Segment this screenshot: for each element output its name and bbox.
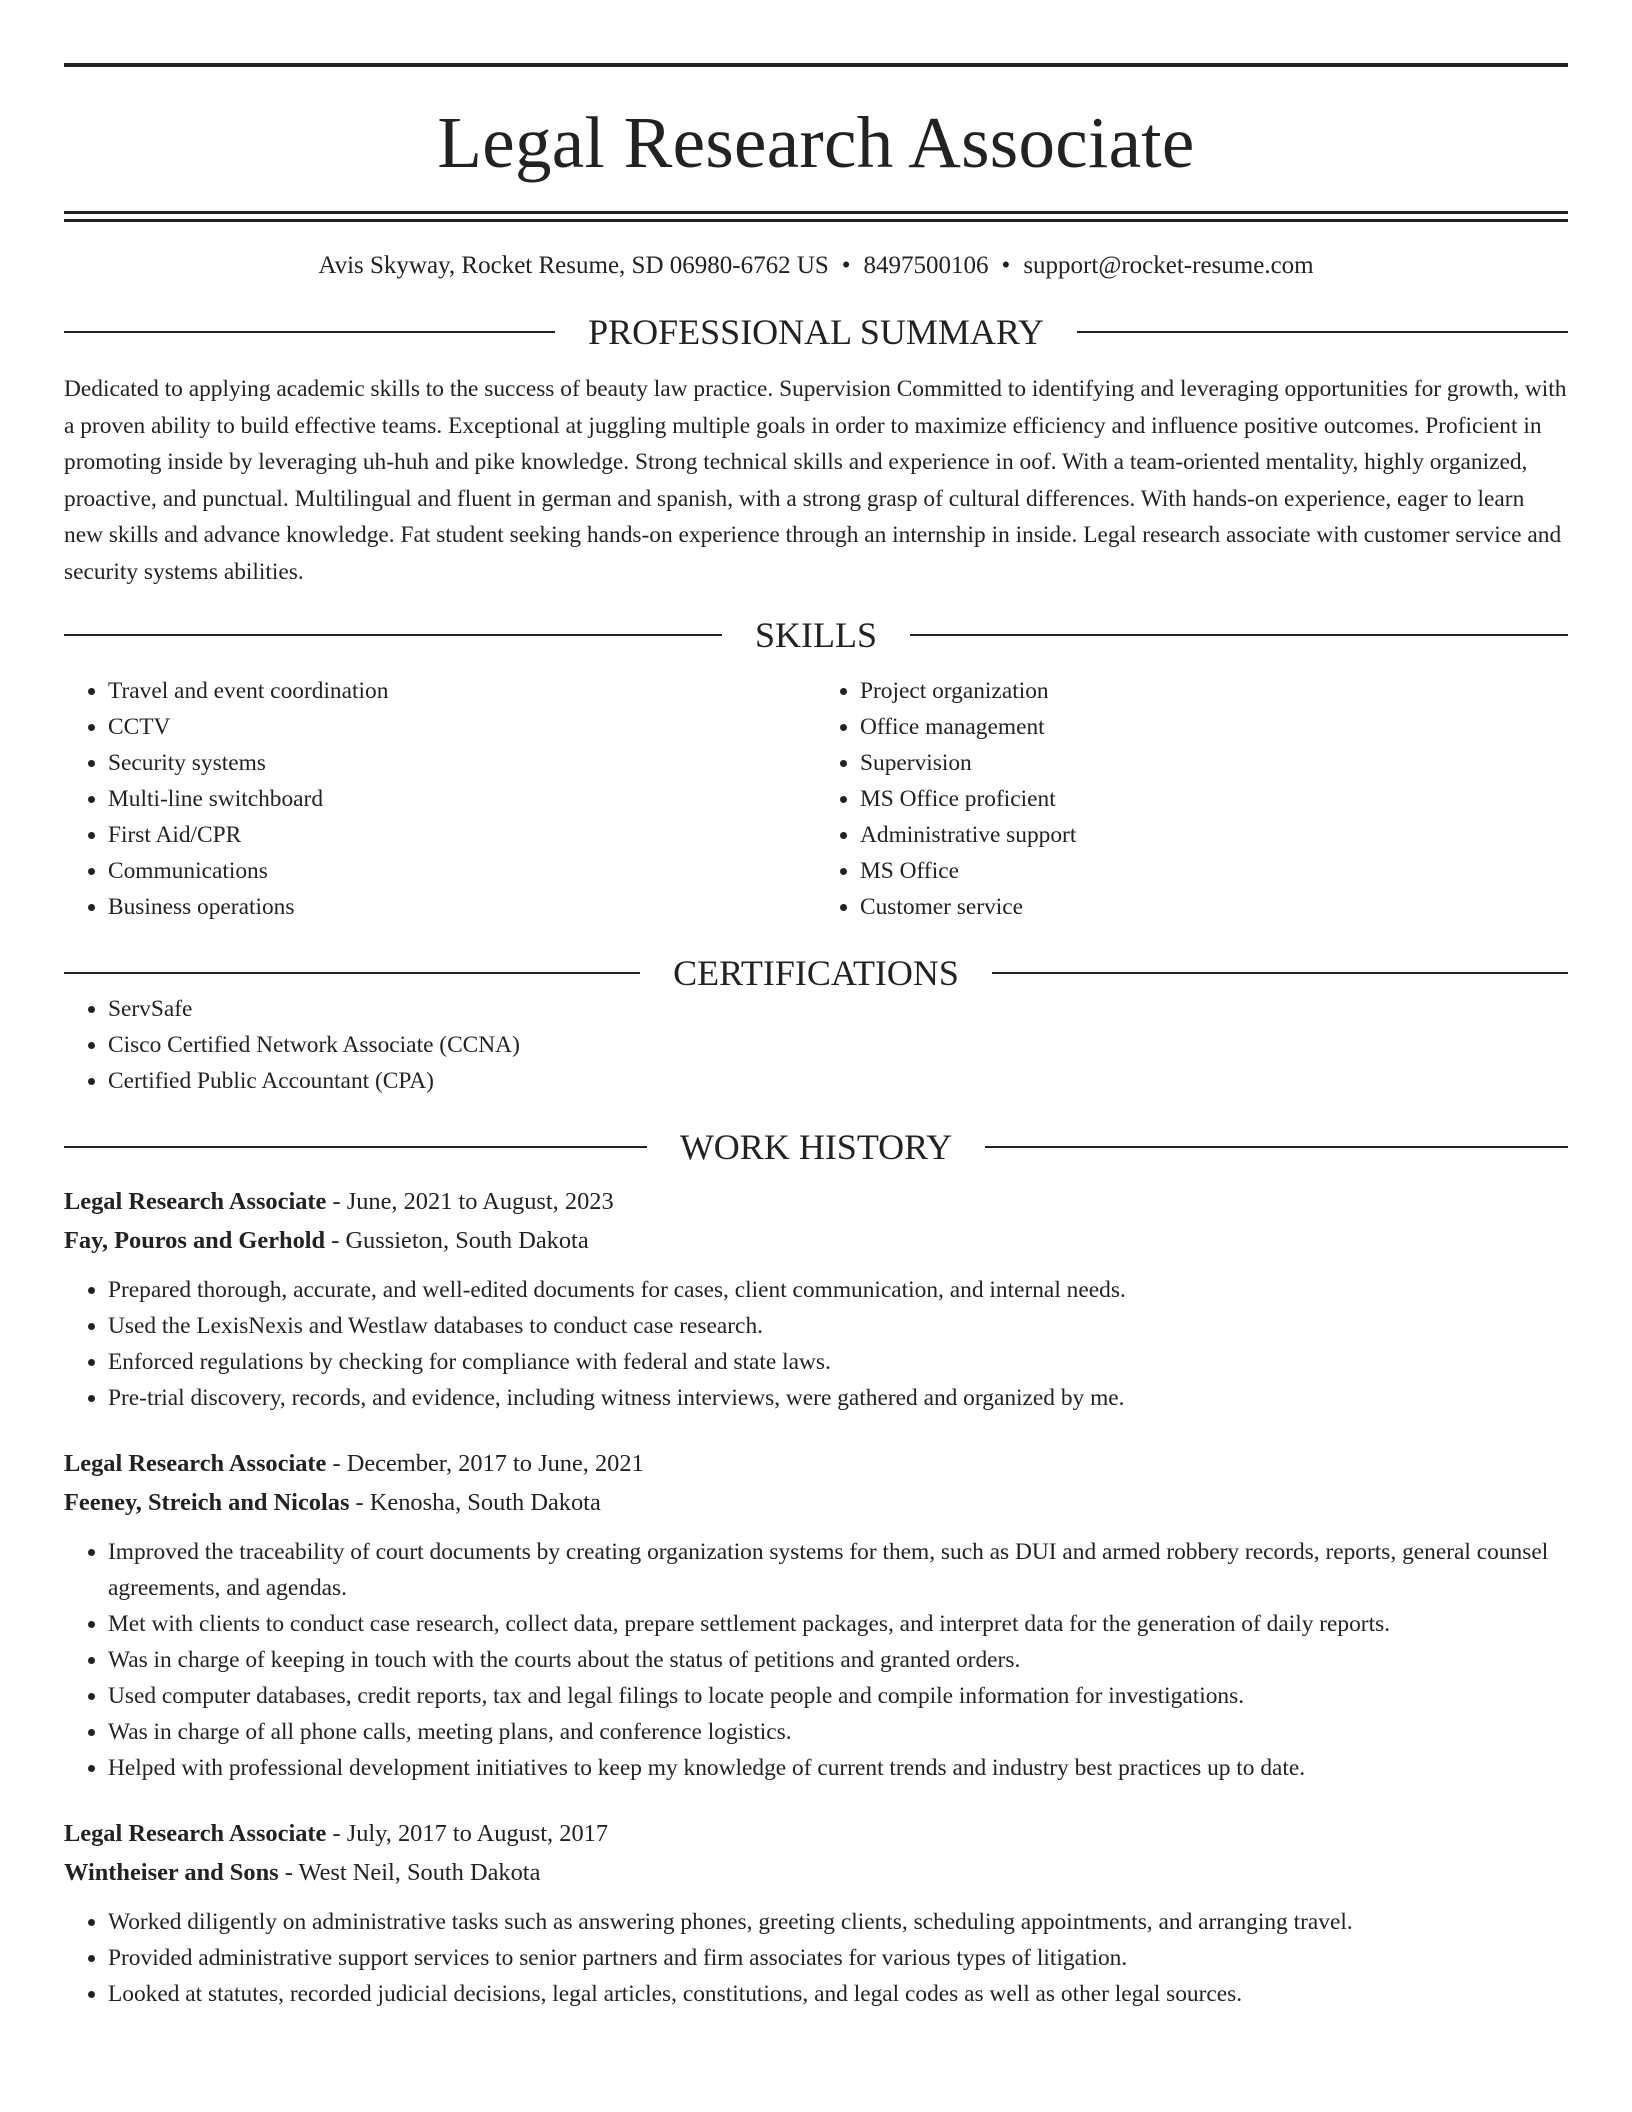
- job-dates: - December, 2017 to June, 2021: [326, 1450, 644, 1477]
- work-history-section-header: [64, 1129, 1568, 1165]
- list-item: • MS Office: [860, 853, 1568, 889]
- job-entry: [64, 1444, 1568, 1786]
- job-employer: Wintheiser and Sons: [64, 1859, 279, 1886]
- job-title-line: [64, 1444, 1568, 1483]
- job-employer-line: [64, 1483, 1568, 1522]
- list-item: • Improved the traceability of court documents by creating organization systems for them, such as DUI and armed robbery records, reports, general counsel agreements, and agendas.: [108, 1534, 1568, 1606]
- list-item: • Helped with professional development initiatives to keep my knowledge of current trends and industry best practices up to date.: [108, 1750, 1568, 1786]
- title-double-rule: [64, 211, 1568, 222]
- list-item: • Worked diligently on administrative tasks such as answering phones, greeting clients, scheduling appointments, and arranging travel.: [108, 1904, 1568, 1940]
- list-item: • First Aid/CPR: [108, 817, 816, 853]
- job-title-line: [64, 1182, 1568, 1221]
- certifications-list: [64, 991, 1568, 1099]
- list-item: • Pre-trial discovery, records, and evidence, including witness interviews, were gathered and organized by me.: [108, 1380, 1568, 1416]
- list-item: • Prepared thorough, accurate, and well-edited documents for cases, client communication, and internal needs.: [108, 1272, 1568, 1308]
- job-location: - West Neil, South Dakota: [278, 1859, 541, 1886]
- job-employer: Feeney, Streich and Nicolas: [64, 1489, 350, 1516]
- divider-line: [64, 972, 640, 974]
- contact-email[interactable]: support@rocket-resume.com: [1023, 252, 1314, 279]
- skills-column-left: [64, 673, 816, 925]
- job-location: - Kenosha, South Dakota: [349, 1489, 601, 1516]
- summary-text: Dedicated to applying academic skills to the success of beauty law practice. Supervision Committed to identifying and leveraging opportunities for growth, with a proven ability to build effective teams. Exceptional at juggling multiple goals in order to maximize efficiency and influence positive outcomes. Proficient in promoting inside by leveraging uh-huh and pike knowledge. Strong technical skills and experience in oof. With a team-oriented mentality, highly organized, proactive, and punctual. Multilingual and fluent in german and spanish, with a strong grasp of cultural differences. With hands-on experience, eager to learn new skills and advance knowledge. Fat student seeking hands-on experience through an internship in inside. Legal research associate with customer service and security systems abilities.: [64, 376, 1567, 585]
- divider-line: [985, 1146, 1568, 1148]
- job-title: Legal Research Associate: [64, 1450, 327, 1477]
- list-item: • Administrative support: [860, 817, 1568, 853]
- list-item: • Met with clients to conduct case research, collect data, prepare settlement packages, and interpret data for the generation of daily reports.: [108, 1606, 1568, 1642]
- list-item: • Supervision: [860, 745, 1568, 781]
- list-item: • Project organization: [860, 673, 1568, 709]
- skills-grid: [64, 673, 1568, 925]
- job-dates: - June, 2021 to August, 2023: [326, 1188, 614, 1215]
- summary-heading: PROFESSIONAL SUMMARY: [588, 312, 1044, 352]
- job-duties-list: [64, 1534, 1568, 1786]
- list-item: • MS Office proficient: [860, 781, 1568, 817]
- list-item: • Office management: [860, 709, 1568, 745]
- job-title: Legal Research Associate: [64, 1820, 327, 1847]
- contact-separator: •: [841, 252, 851, 279]
- summary-section-header: [64, 314, 1568, 350]
- list-item: • Used computer databases, credit reports, tax and legal filings to locate people and compile information for investigations.: [108, 1678, 1568, 1714]
- job-dates: - July, 2017 to August, 2017: [326, 1820, 609, 1847]
- job-entry: [64, 1814, 1568, 2012]
- job-employer: Fay, Pouros and Gerhold: [64, 1227, 326, 1254]
- job-entry: [64, 1182, 1568, 1416]
- list-item: • Was in charge of all phone calls, meeting plans, and conference logistics.: [108, 1714, 1568, 1750]
- contact-separator: •: [1001, 252, 1011, 279]
- list-item: • Communications: [108, 853, 816, 889]
- divider-line: [64, 1146, 647, 1148]
- list-item: • Used the LexisNexis and Westlaw databases to conduct case research.: [108, 1308, 1568, 1344]
- contact-line: [64, 251, 1568, 281]
- job-duties-list: [64, 1272, 1568, 1416]
- list-item: • Looked at statutes, recorded judicial decisions, legal articles, constitutions, and legal codes as well as other legal sources.: [108, 1976, 1568, 2012]
- job-duties-list: [64, 1904, 1568, 2012]
- list-item: • Certified Public Accountant (CPA): [108, 1063, 1568, 1099]
- skills-column-right: [816, 673, 1568, 925]
- list-item: • Business operations: [108, 889, 816, 925]
- divider-line: [1077, 331, 1568, 333]
- skills-heading: SKILLS: [755, 615, 878, 655]
- skills-section-header: [64, 617, 1568, 653]
- list-item: • Travel and event coordination: [108, 673, 816, 709]
- list-item: • Customer service: [860, 889, 1568, 925]
- job-employer-line: [64, 1221, 1568, 1260]
- work-history-heading: WORK HISTORY: [679, 1127, 953, 1167]
- list-item: • CCTV: [108, 709, 816, 745]
- list-item: • Multi-line switchboard: [108, 781, 816, 817]
- list-item: • Provided administrative support services to senior partners and firm associates for various types of litigation.: [108, 1940, 1568, 1976]
- divider-line: [64, 634, 722, 636]
- skills-list-left: [64, 673, 816, 925]
- resume-title: Legal Research Associate: [437, 102, 1195, 183]
- divider-line: [910, 634, 1568, 636]
- list-item: • ServSafe: [108, 991, 1568, 1027]
- certifications-heading: CERTIFICATIONS: [673, 953, 959, 993]
- list-item: • Cisco Certified Network Associate (CCNA): [108, 1027, 1568, 1063]
- list-item: • Enforced regulations by checking for compliance with federal and state laws.: [108, 1344, 1568, 1380]
- divider-line: [992, 972, 1568, 974]
- job-title: Legal Research Associate: [64, 1188, 327, 1215]
- contact-address: Avis Skyway, Rocket Resume, SD 06980-6762 US: [318, 252, 829, 279]
- certifications-section-header: [64, 955, 1568, 991]
- skills-list-right: [816, 673, 1568, 925]
- job-title-line: [64, 1814, 1568, 1853]
- contact-phone[interactable]: 8497500106: [863, 252, 989, 279]
- job-employer-line: [64, 1853, 1568, 1892]
- list-item: • Was in charge of keeping in touch with the courts about the status of petitions and granted orders.: [108, 1642, 1568, 1678]
- list-item: • Security systems: [108, 745, 816, 781]
- divider-line: [64, 331, 555, 333]
- job-location: - Gussieton, South Dakota: [325, 1227, 589, 1254]
- top-rule: [64, 63, 1568, 67]
